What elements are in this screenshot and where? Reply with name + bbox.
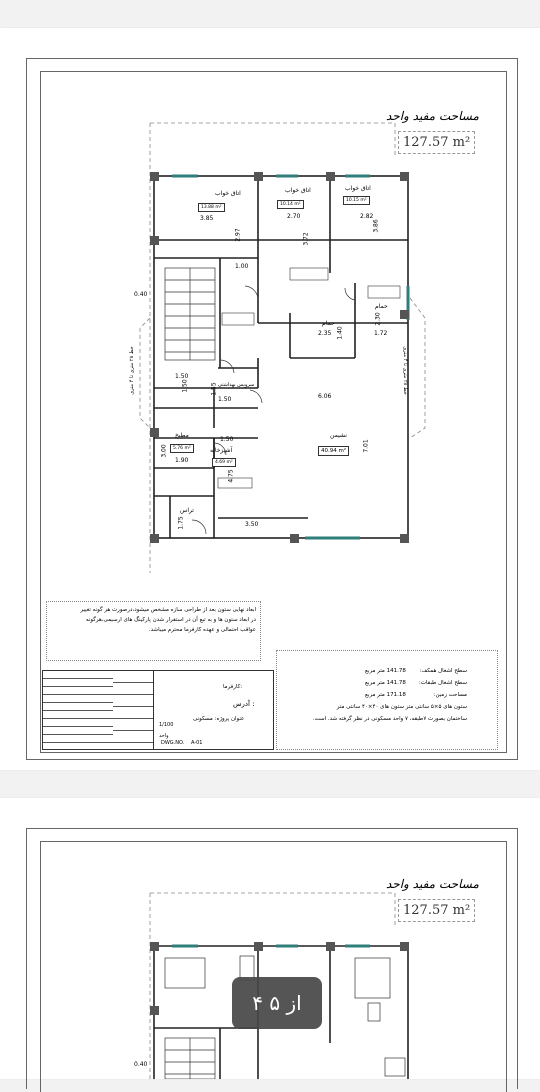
living-height: 7.01 bbox=[362, 439, 370, 453]
bedroom1-width: 3.85 bbox=[200, 215, 214, 222]
area-row5: ساختمان بصورت ۷طبقه، ۷ واحد مسکونی در نظر گرفته شد. است. bbox=[312, 716, 467, 722]
notes-box bbox=[46, 601, 261, 661]
kitchen-width: 1.90 bbox=[175, 457, 189, 464]
living-label: نشیمن bbox=[330, 432, 347, 439]
bath1-label: حمام bbox=[322, 320, 335, 327]
area-row3-value: 171.18 متر مربع bbox=[365, 692, 406, 698]
living-width: 6.06 bbox=[318, 393, 332, 400]
area-row2-value: 141.78 متر مربع bbox=[365, 680, 406, 686]
stair-dim: 4.75 bbox=[227, 469, 235, 483]
bedroom3-width: 2.82 bbox=[360, 213, 374, 220]
closet-area: 4.69 m² bbox=[212, 458, 236, 467]
bath2-width: 1.72 bbox=[374, 330, 388, 337]
closet-width: 1.50 bbox=[220, 436, 234, 443]
side-label-left: خط ۲۸ متری تا ۴ متری bbox=[128, 346, 135, 395]
floor-plan-2 bbox=[0, 798, 540, 1079]
kitchen-area: 5.76 m² bbox=[170, 444, 194, 453]
terrace-width: 1.75 bbox=[177, 516, 185, 530]
bedroom1-label: اتاق خواب bbox=[215, 190, 241, 197]
dwg-label: DWG.NO. bbox=[161, 740, 185, 746]
areas-box bbox=[276, 650, 498, 750]
service-width: 1.50 bbox=[218, 396, 232, 403]
hall-dim2: 1.50 bbox=[181, 379, 189, 393]
page2-wall-dim: 0.40 bbox=[134, 1061, 148, 1068]
note-1: ابعاد نهایی ستون بعد از طراحی سازه مشخص میشود،درصورت هر گونه تغییر bbox=[80, 607, 256, 613]
dwg-number: A-01 bbox=[191, 740, 203, 746]
area-row2-label: سطح اشغال طبقات: bbox=[418, 680, 467, 686]
bedroom2-label: اتاق خواب bbox=[285, 187, 311, 194]
scale: 1/100 bbox=[159, 722, 174, 728]
sheet2-title: مساحت مفید واحد bbox=[386, 877, 479, 891]
wall-dim: 0.40 bbox=[134, 291, 148, 298]
kitchen-label: مطبخ bbox=[175, 432, 189, 439]
closet-label: آشپزخانه bbox=[210, 447, 233, 454]
kitchen-height: 3.00 bbox=[160, 444, 168, 458]
bedroom3-area: 10.15 m² bbox=[343, 196, 370, 205]
area-row1-value: 141.78 متر مربع bbox=[365, 668, 406, 674]
bedroom2-width: 2.70 bbox=[287, 213, 301, 220]
bedroom2-height: 3.72 bbox=[302, 232, 310, 246]
address-label: آدرس : bbox=[233, 700, 255, 708]
note-2: در ابعاد ستون ها و به تبع آن در استقرار شدن پارکینگ های ارسیمی،هرگونه bbox=[85, 616, 256, 623]
drawing-title: عنوان پروژه: مسکونی bbox=[193, 716, 245, 722]
bath2-height: 2.30 bbox=[374, 312, 382, 326]
unit-area-value: 127.57 bbox=[403, 135, 449, 150]
unit2-area-value: 127.57 bbox=[403, 903, 449, 918]
side-label-right: خط ۲۸ متری تا ۴ متری bbox=[401, 346, 408, 395]
hall-dim: 1.50 bbox=[175, 373, 189, 380]
bath2-label: حمام bbox=[375, 303, 388, 310]
drawing-page-2 bbox=[0, 798, 540, 1079]
unit-label: واحد bbox=[159, 733, 169, 739]
drawing-page-1 bbox=[0, 28, 540, 770]
bedroom2-area: 10.14 m² bbox=[277, 200, 304, 209]
entry-dim: 1.00 bbox=[235, 263, 249, 270]
title-block bbox=[42, 670, 274, 750]
service-label: سرویس بهداشتی bbox=[218, 382, 255, 388]
bath1-height: 1.40 bbox=[336, 326, 344, 340]
unit2-area-unit: m² bbox=[452, 903, 471, 918]
area-row1-label: سطح اشغال همکف: bbox=[419, 668, 467, 674]
client-label: کارفرما: bbox=[223, 684, 243, 690]
bedroom3-label: اتاق خواب bbox=[345, 185, 371, 192]
area-row4: ستون های ۵×۵ سانتی متر ستون های ۴۰×۴۰ سانتی متر bbox=[336, 704, 467, 710]
sheet-title: مساحت مفید واحد bbox=[386, 109, 479, 123]
area-row3-label: مساحت زمین: bbox=[433, 692, 467, 698]
living-area: 40.94 m² bbox=[318, 446, 349, 456]
bedroom1-area: 13.88 m² bbox=[198, 203, 225, 212]
page-indicator: ۴ از ۵ bbox=[232, 977, 322, 1029]
terrace-label: تراس bbox=[180, 507, 194, 514]
bath1-width: 2.35 bbox=[318, 330, 332, 337]
service-height: 1.55 bbox=[210, 382, 218, 396]
bedroom3-height: 3.86 bbox=[372, 219, 380, 233]
note-3: عواقب احتمالی و عهده کارفرما محترم میباشد. bbox=[148, 626, 256, 633]
bedroom1-height: 2.97 bbox=[234, 228, 242, 242]
unit-area-unit: m² bbox=[452, 135, 471, 150]
bottom-dim: 3.50 bbox=[245, 521, 259, 528]
